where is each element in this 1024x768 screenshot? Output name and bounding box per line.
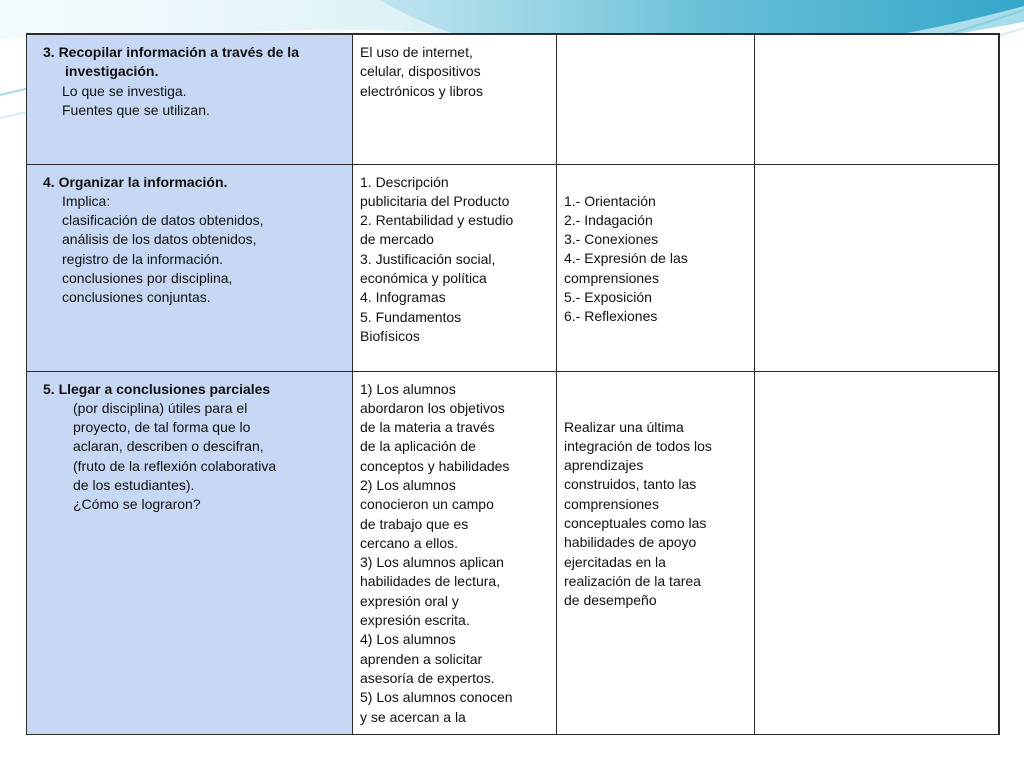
cell-text-line: 4. Infogramas [360,289,446,306]
cell-text-line: Biofísicos [360,327,420,344]
cell-text-line: comprensiones [564,269,659,286]
notes-cell [755,164,999,371]
table-row [27,164,999,371]
cell-text-line: conceptuales como las [564,514,707,531]
cell-text-line: de trabajo que es [360,515,469,532]
step-detail: análisis de los datos obtenidos, [62,231,257,248]
step-heading: investigación. [65,63,159,80]
cell-text-line: asesoría de expertos. [360,669,495,686]
step-heading: 4. Organizar la información. [43,173,228,190]
cell-text-line: cercano a ellos. [360,534,459,551]
cell-text-line: 5.- Exposición [564,288,652,305]
evidence-cell [353,164,557,371]
cell-text-line: publicitaria del Producto [360,192,510,209]
cell-text-line: de mercado [360,231,434,248]
process-cell [557,34,755,164]
cell-text-line: celular, dispositivos [360,63,481,80]
table-row [27,371,999,734]
step-cell [27,34,353,164]
table-row [27,34,999,164]
cell-text-line: de desempeño [564,592,657,609]
cell-text-line: expresión escrita. [360,612,470,629]
cell-text-line: de la aplicación de [360,438,476,455]
notes-cell [755,34,999,164]
cell-text-line: de la materia a través [360,419,495,436]
activities-table [26,33,1000,735]
step-detail: Implica: [62,192,111,209]
process-cell [557,371,755,734]
cell-text-line: habilidades de apoyo [564,534,697,551]
cell-text-line: expresión oral y [360,592,459,609]
cell-text-line: 6.- Reflexiones [564,308,658,325]
cell-text-line: 2. Rentabilidad y estudio [360,212,514,229]
cell-text-line: construidos, tanto las [564,476,697,493]
cell-text-line: integración de todos los [564,437,712,454]
cell-text-line: 2) Los alumnos [360,476,456,493]
cell-text-line: conceptos y habilidades [360,457,510,474]
step-detail: registro de la información. [62,250,224,267]
cell-text-line: comprensiones [564,495,659,512]
cell-text-line: 3.- Conexiones [564,231,659,248]
step-detail: (fruto de la reflexión colaborativa [73,457,277,474]
cell-text-line: 3) Los alumnos aplican [360,554,504,571]
step-detail: conclusiones conjuntas. [62,289,211,306]
cell-text-line: abordaron los objetivos [360,399,505,416]
cell-text-line: 2.- Indagación [564,211,653,228]
cell-text-line: realización de la tarea [564,572,701,589]
cell-text-line: 5. Fundamentos [360,308,462,325]
evidence-cell [353,34,557,164]
cell-text-line: aprenden a solicitar [360,650,483,667]
cell-text-line: 1. Descripción [360,173,449,190]
evidence-cell [353,371,557,734]
cell-text-line: aprendizajes [564,457,644,474]
step-cell [27,164,353,371]
step-detail: (por disciplina) útiles para el [73,399,248,416]
step-detail: proyecto, de tal forma que lo [73,419,251,436]
cell-text-line: 1.- Orientación [564,192,656,209]
cell-text-line: 4.- Expresión de las [564,250,688,267]
cell-text-line: habilidades de lectura, [360,573,501,590]
process-cell [557,164,755,371]
step-detail: aclaran, describen o descifran, [73,438,264,455]
cell-text-line: económica y política [360,269,487,286]
step-cell [27,371,353,734]
cell-text-line: ejercitadas en la [564,553,666,570]
step-detail: clasificación de datos obtenidos, [62,212,264,229]
cell-text-line: y se acercan a la [360,708,466,725]
notes-cell [755,371,999,734]
step-heading: 5. Llegar a conclusiones parciales [43,380,271,397]
step-detail: ¿Cómo se lograron? [73,496,201,513]
cell-text-line: 4) Los alumnos [360,631,456,648]
step-detail: conclusiones por disciplina, [62,269,233,286]
cell-text-line: Realizar una última [564,418,684,435]
cell-text-line: conocieron un campo [360,496,494,513]
step-detail: Fuentes que se utilizan. [62,101,210,118]
cell-text-line: 1) Los alumnos [360,380,456,397]
cell-text-line: 5) Los alumnos conocen [360,689,513,706]
step-heading: 3. Recopilar información a través de la [43,44,299,60]
step-detail: de los estudiantes). [73,476,195,493]
cell-text-line: electrónicos y libros [360,82,483,99]
cell-text-line: El uso de internet, [360,44,473,60]
cell-text-line: 3. Justificación social, [360,250,496,267]
step-detail: Lo que se investiga. [62,82,187,99]
